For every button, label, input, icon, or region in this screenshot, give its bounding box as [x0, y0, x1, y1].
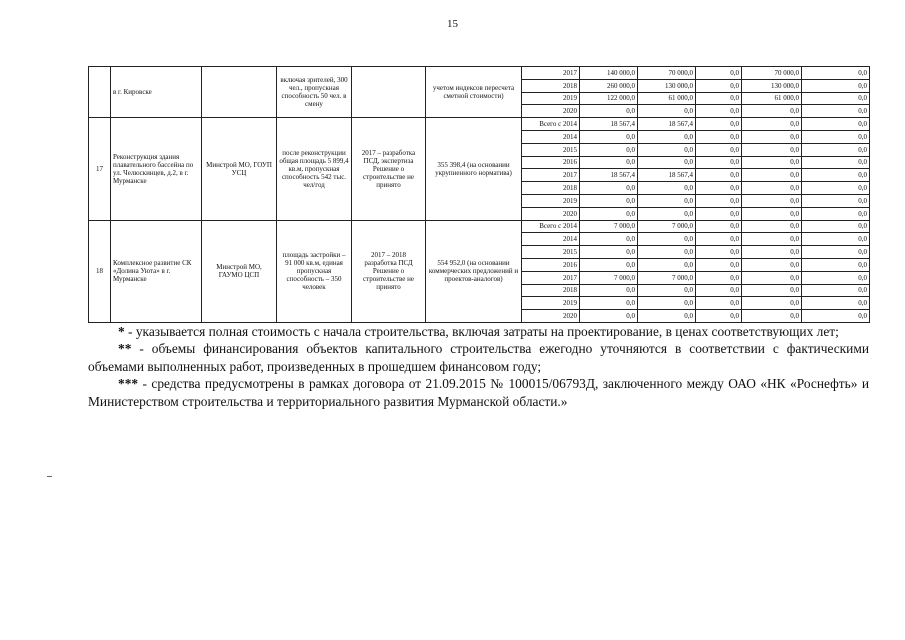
- amount-cell: 7 000,0: [638, 220, 696, 233]
- amount-cell: 0,0: [802, 297, 870, 310]
- amount-cell: 70 000,0: [638, 67, 696, 80]
- amount-cell: 0,0: [580, 284, 638, 297]
- amount-cell: 0,0: [580, 207, 638, 220]
- amount-cell: 0,0: [580, 233, 638, 246]
- year-cell: 2019: [522, 297, 580, 310]
- project-capacity: после реконструкции общая площадь 5 899,4 кв.м, пропускная способность 542 тыс. чел/год: [277, 118, 352, 220]
- amount-cell: 0,0: [742, 310, 802, 323]
- year-cell: 2019: [522, 194, 580, 207]
- project-number: 18: [89, 220, 111, 322]
- footnote-mark: *: [118, 324, 125, 339]
- amount-cell: 0,0: [802, 143, 870, 156]
- amount-cell: 0,0: [802, 207, 870, 220]
- amount-cell: 18 567,4: [580, 169, 638, 182]
- amount-cell: 7 000,0: [580, 220, 638, 233]
- amount-cell: 0,0: [696, 258, 742, 271]
- amount-cell: 0,0: [696, 310, 742, 323]
- year-cell: 2018: [522, 79, 580, 92]
- year-cell: 2017: [522, 169, 580, 182]
- footnote-text: - средства предусмотрены в рамках договора от 21.09.2015 № 100015/06793Д, заключенного между ОАО «НК «Роснефть» и Министерством строительства и территориального развития Мурманской области.»: [88, 376, 869, 409]
- year-cell: 2014: [522, 130, 580, 143]
- year-cell: 2016: [522, 258, 580, 271]
- amount-cell: 0,0: [802, 67, 870, 80]
- amount-cell: 0,0: [638, 258, 696, 271]
- amount-cell: 0,0: [696, 130, 742, 143]
- table-body: [89, 67, 870, 323]
- amount-cell: 0,0: [696, 67, 742, 80]
- amount-cell: 0,0: [802, 130, 870, 143]
- amount-cell: 0,0: [742, 207, 802, 220]
- amount-cell: 0,0: [742, 105, 802, 118]
- amount-cell: 0,0: [696, 92, 742, 105]
- amount-cell: 140 000,0: [580, 67, 638, 80]
- amount-cell: 0,0: [580, 156, 638, 169]
- amount-cell: 0,0: [696, 118, 742, 131]
- amount-cell: 0,0: [802, 79, 870, 92]
- amount-cell: 130 000,0: [638, 79, 696, 92]
- amount-cell: 0,0: [638, 143, 696, 156]
- amount-cell: 0,0: [696, 182, 742, 195]
- amount-cell: 0,0: [802, 310, 870, 323]
- year-cell: 2017: [522, 67, 580, 80]
- amount-cell: 0,0: [802, 156, 870, 169]
- amount-cell: 0,0: [638, 207, 696, 220]
- footnote-mark: ***: [118, 376, 139, 392]
- year-cell: 2019: [522, 92, 580, 105]
- amount-cell: 0,0: [580, 297, 638, 310]
- amount-cell: 0,0: [580, 194, 638, 207]
- amount-cell: 61 000,0: [742, 92, 802, 105]
- margin-mark: [47, 476, 52, 477]
- footnote-3: [88, 375, 869, 410]
- year-cell: 2015: [522, 143, 580, 156]
- amount-cell: 0,0: [638, 233, 696, 246]
- amount-cell: 0,0: [742, 118, 802, 131]
- amount-cell: 0,0: [742, 297, 802, 310]
- year-cell: 2015: [522, 246, 580, 259]
- year-cell: 2018: [522, 182, 580, 195]
- amount-cell: 0,0: [742, 246, 802, 259]
- amount-cell: 0,0: [696, 207, 742, 220]
- amount-cell: 0,0: [580, 258, 638, 271]
- amount-cell: 0,0: [696, 156, 742, 169]
- amount-cell: 0,0: [638, 182, 696, 195]
- capital-construction-table: [88, 66, 870, 323]
- amount-cell: 0,0: [802, 258, 870, 271]
- project-cost: 554 952,0 (на основании коммерческих предложений и проектов-аналогов): [426, 220, 522, 322]
- amount-cell: 0,0: [638, 246, 696, 259]
- amount-cell: 0,0: [580, 246, 638, 259]
- amount-cell: 0,0: [742, 194, 802, 207]
- amount-cell: 0,0: [742, 284, 802, 297]
- project-stage: 2017 – разработка ПСД, экспертиза Решение о строительстве не принято: [352, 118, 426, 220]
- amount-cell: 0,0: [638, 130, 696, 143]
- project-cost: 355 398,4 (на основании укрупненного норматива): [426, 118, 522, 220]
- year-cell: 2020: [522, 105, 580, 118]
- amount-cell: 0,0: [802, 194, 870, 207]
- amount-cell: 0,0: [802, 246, 870, 259]
- amount-cell: 18 567,4: [580, 118, 638, 131]
- amount-cell: 61 000,0: [638, 92, 696, 105]
- amount-cell: 260 000,0: [580, 79, 638, 92]
- table-row: [89, 67, 870, 80]
- amount-cell: 0,0: [638, 297, 696, 310]
- amount-cell: 0,0: [696, 297, 742, 310]
- amount-cell: 0,0: [638, 194, 696, 207]
- footnotes: [88, 323, 869, 410]
- amount-cell: 0,0: [742, 156, 802, 169]
- table-row: [89, 118, 870, 131]
- amount-cell: 0,0: [696, 220, 742, 233]
- amount-cell: 0,0: [638, 105, 696, 118]
- year-cell: 2014: [522, 233, 580, 246]
- footnote-1: [88, 323, 869, 340]
- year-cell: 2017: [522, 271, 580, 284]
- project-number: 17: [89, 118, 111, 220]
- amount-cell: 18 567,4: [638, 169, 696, 182]
- amount-cell: 0,0: [742, 258, 802, 271]
- amount-cell: 0,0: [802, 105, 870, 118]
- amount-cell: 0,0: [696, 105, 742, 118]
- amount-cell: 0,0: [638, 156, 696, 169]
- amount-cell: 7 000,0: [580, 271, 638, 284]
- amount-cell: 70 000,0: [742, 67, 802, 80]
- amount-cell: 0,0: [742, 143, 802, 156]
- amount-cell: 0,0: [580, 130, 638, 143]
- amount-cell: 0,0: [802, 284, 870, 297]
- amount-cell: 0,0: [742, 182, 802, 195]
- amount-cell: 0,0: [802, 118, 870, 131]
- amount-cell: 0,0: [696, 284, 742, 297]
- amount-cell: 0,0: [742, 271, 802, 284]
- amount-cell: 7 000,0: [638, 271, 696, 284]
- project-number: [89, 67, 111, 118]
- project-name: Реконструкция здания плавательного бассейна по ул. Челюскинцев, д.2, в г. Мурманске: [111, 118, 202, 220]
- footnote-mark: **: [118, 341, 132, 357]
- project-name: в г. Кировске: [111, 67, 202, 118]
- table-row: [89, 220, 870, 233]
- year-cell: 2020: [522, 207, 580, 220]
- amount-cell: 130 000,0: [742, 79, 802, 92]
- year-cell: 2018: [522, 284, 580, 297]
- page-number: 15: [447, 18, 458, 30]
- amount-cell: 0,0: [696, 194, 742, 207]
- amount-cell: 0,0: [696, 79, 742, 92]
- amount-cell: 0,0: [696, 246, 742, 259]
- amount-cell: 0,0: [580, 310, 638, 323]
- amount-cell: 0,0: [696, 169, 742, 182]
- year-cell: 2020: [522, 310, 580, 323]
- amount-cell: 0,0: [638, 284, 696, 297]
- project-capacity: включая зрителей, 300 чел., пропускная способность 50 чел. в смену: [277, 67, 352, 118]
- project-customer: Минстрой МО, ГАУМО ЦСП: [202, 220, 277, 322]
- year-cell: Всего с 2014: [522, 220, 580, 233]
- amount-cell: 0,0: [742, 220, 802, 233]
- amount-cell: 0,0: [696, 233, 742, 246]
- project-customer: [202, 67, 277, 118]
- amount-cell: 0,0: [742, 169, 802, 182]
- amount-cell: 0,0: [580, 143, 638, 156]
- amount-cell: 0,0: [802, 271, 870, 284]
- amount-cell: 0,0: [580, 105, 638, 118]
- amount-cell: 0,0: [742, 130, 802, 143]
- amount-cell: 0,0: [802, 92, 870, 105]
- amount-cell: 0,0: [802, 233, 870, 246]
- amount-cell: 0,0: [802, 220, 870, 233]
- year-cell: Всего с 2014: [522, 118, 580, 131]
- amount-cell: 122 000,0: [580, 92, 638, 105]
- project-capacity: площадь застройки – 91 000 кв.м, единая пропускная способность – 350 человек: [277, 220, 352, 322]
- amount-cell: 0,0: [696, 271, 742, 284]
- project-name: Комплексное развитие СК «Долина Уюта» в г. Мурманске: [111, 220, 202, 322]
- amount-cell: 0,0: [580, 182, 638, 195]
- footnote-text: - указывается полная стоимость с начала строительства, включая затраты на проектирование, в ценах соответствующих лет;: [124, 324, 839, 339]
- footnote-text: - объемы финансирования объектов капитального строительства ежегодно уточняются в соответствии с фактическими объемами выполненных работ, произведенных в прошедшем финансовом году;: [88, 341, 869, 374]
- amount-cell: 0,0: [742, 233, 802, 246]
- amount-cell: 0,0: [696, 143, 742, 156]
- amount-cell: 0,0: [638, 310, 696, 323]
- project-stage: [352, 67, 426, 118]
- amount-cell: 0,0: [802, 169, 870, 182]
- project-cost: учетом индексов пересчета сметной стоимости): [426, 67, 522, 118]
- footnote-2: [88, 340, 869, 375]
- amount-cell: 18 567,4: [638, 118, 696, 131]
- project-stage: 2017 – 2018 разработка ПСД Решение о строительстве не принято: [352, 220, 426, 322]
- project-customer: Минстрой МО, ГОУП УСЦ: [202, 118, 277, 220]
- year-cell: 2016: [522, 156, 580, 169]
- amount-cell: 0,0: [802, 182, 870, 195]
